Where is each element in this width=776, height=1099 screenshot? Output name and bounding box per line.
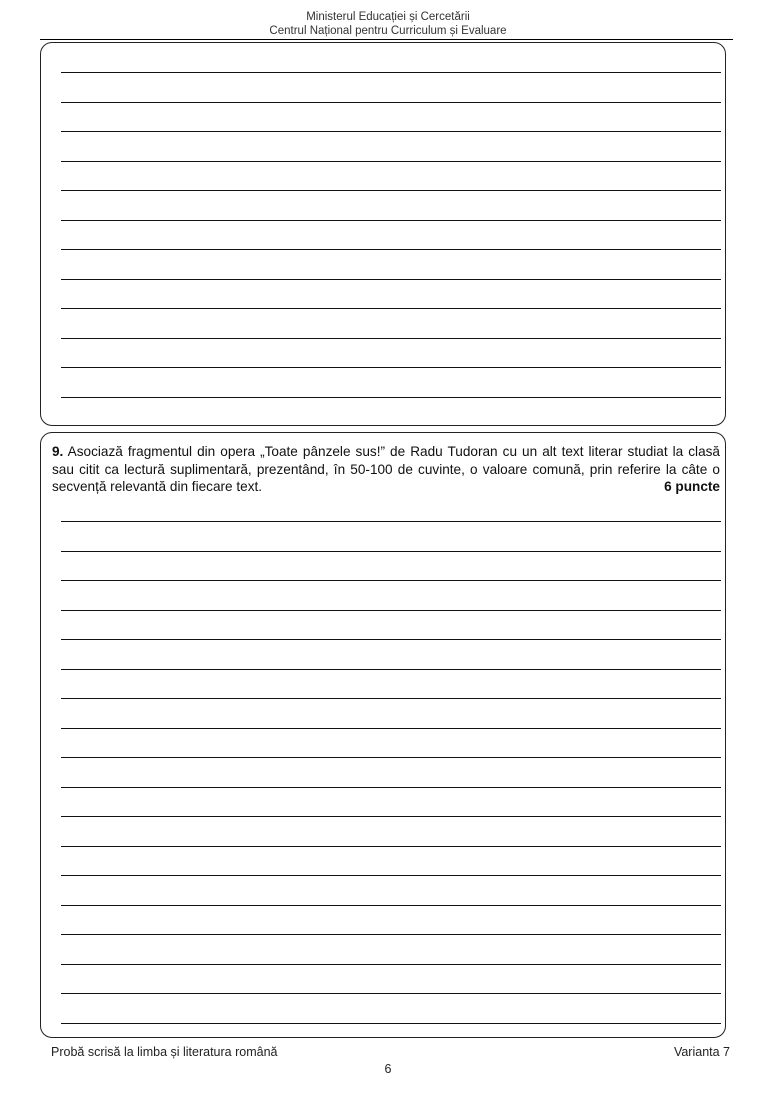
answer-line[interactable] bbox=[61, 102, 721, 103]
answer-line[interactable] bbox=[61, 669, 721, 670]
center-name: Centrul Național pentru Curriculum și Evaluare bbox=[269, 25, 507, 37]
answer-line[interactable] bbox=[61, 964, 721, 965]
header-divider bbox=[40, 39, 733, 40]
answer-line[interactable] bbox=[61, 905, 721, 906]
answer-line[interactable] bbox=[61, 728, 721, 729]
question-9-box bbox=[40, 432, 726, 1038]
page-header bbox=[0, 10, 776, 38]
exam-title: Probă scrisă la limba și literatura română bbox=[51, 1045, 278, 1059]
answer-line[interactable] bbox=[61, 816, 721, 817]
question-number: 9. bbox=[52, 444, 64, 459]
answer-line[interactable] bbox=[61, 367, 721, 368]
answer-line[interactable] bbox=[61, 308, 721, 309]
answer-line[interactable] bbox=[61, 279, 721, 280]
answer-line[interactable] bbox=[61, 220, 721, 221]
answer-line[interactable] bbox=[61, 521, 721, 522]
answer-box-previous bbox=[40, 42, 726, 426]
answer-line[interactable] bbox=[61, 846, 721, 847]
answer-line[interactable] bbox=[61, 338, 721, 339]
variant-label: Varianta 7 bbox=[673, 1045, 730, 1059]
question-9-prompt bbox=[52, 443, 720, 496]
answer-line[interactable] bbox=[61, 190, 721, 191]
answer-line[interactable] bbox=[61, 698, 721, 699]
answer-line[interactable] bbox=[61, 72, 721, 73]
answer-line[interactable] bbox=[61, 1023, 721, 1024]
answer-line[interactable] bbox=[61, 787, 721, 788]
answer-line[interactable] bbox=[61, 610, 721, 611]
question-text: Asociază fragmentul din opera „Toate pânzele sus!” de Radu Tudoran cu un alt text literar studiat la clasă sau citit ca lectură suplimentară, prezentând, în 50-100 de cuvinte, o valoare comună, prin referire la câte o secvență relevantă din fiecare text. bbox=[52, 444, 720, 494]
ministry-name: Ministerul Educației și Cercetării bbox=[306, 11, 470, 23]
answer-line[interactable] bbox=[61, 993, 721, 994]
answer-line[interactable] bbox=[61, 639, 721, 640]
answer-line[interactable] bbox=[61, 131, 721, 132]
answer-line[interactable] bbox=[61, 875, 721, 876]
answer-line[interactable] bbox=[61, 580, 721, 581]
answer-line[interactable] bbox=[61, 551, 721, 552]
answer-line[interactable] bbox=[61, 397, 721, 398]
answer-line[interactable] bbox=[61, 757, 721, 758]
answer-line[interactable] bbox=[61, 161, 721, 162]
answer-line[interactable] bbox=[61, 249, 721, 250]
answer-line[interactable] bbox=[61, 934, 721, 935]
page-number: 6 bbox=[384, 1062, 392, 1076]
question-points: 6 puncte bbox=[664, 479, 720, 494]
